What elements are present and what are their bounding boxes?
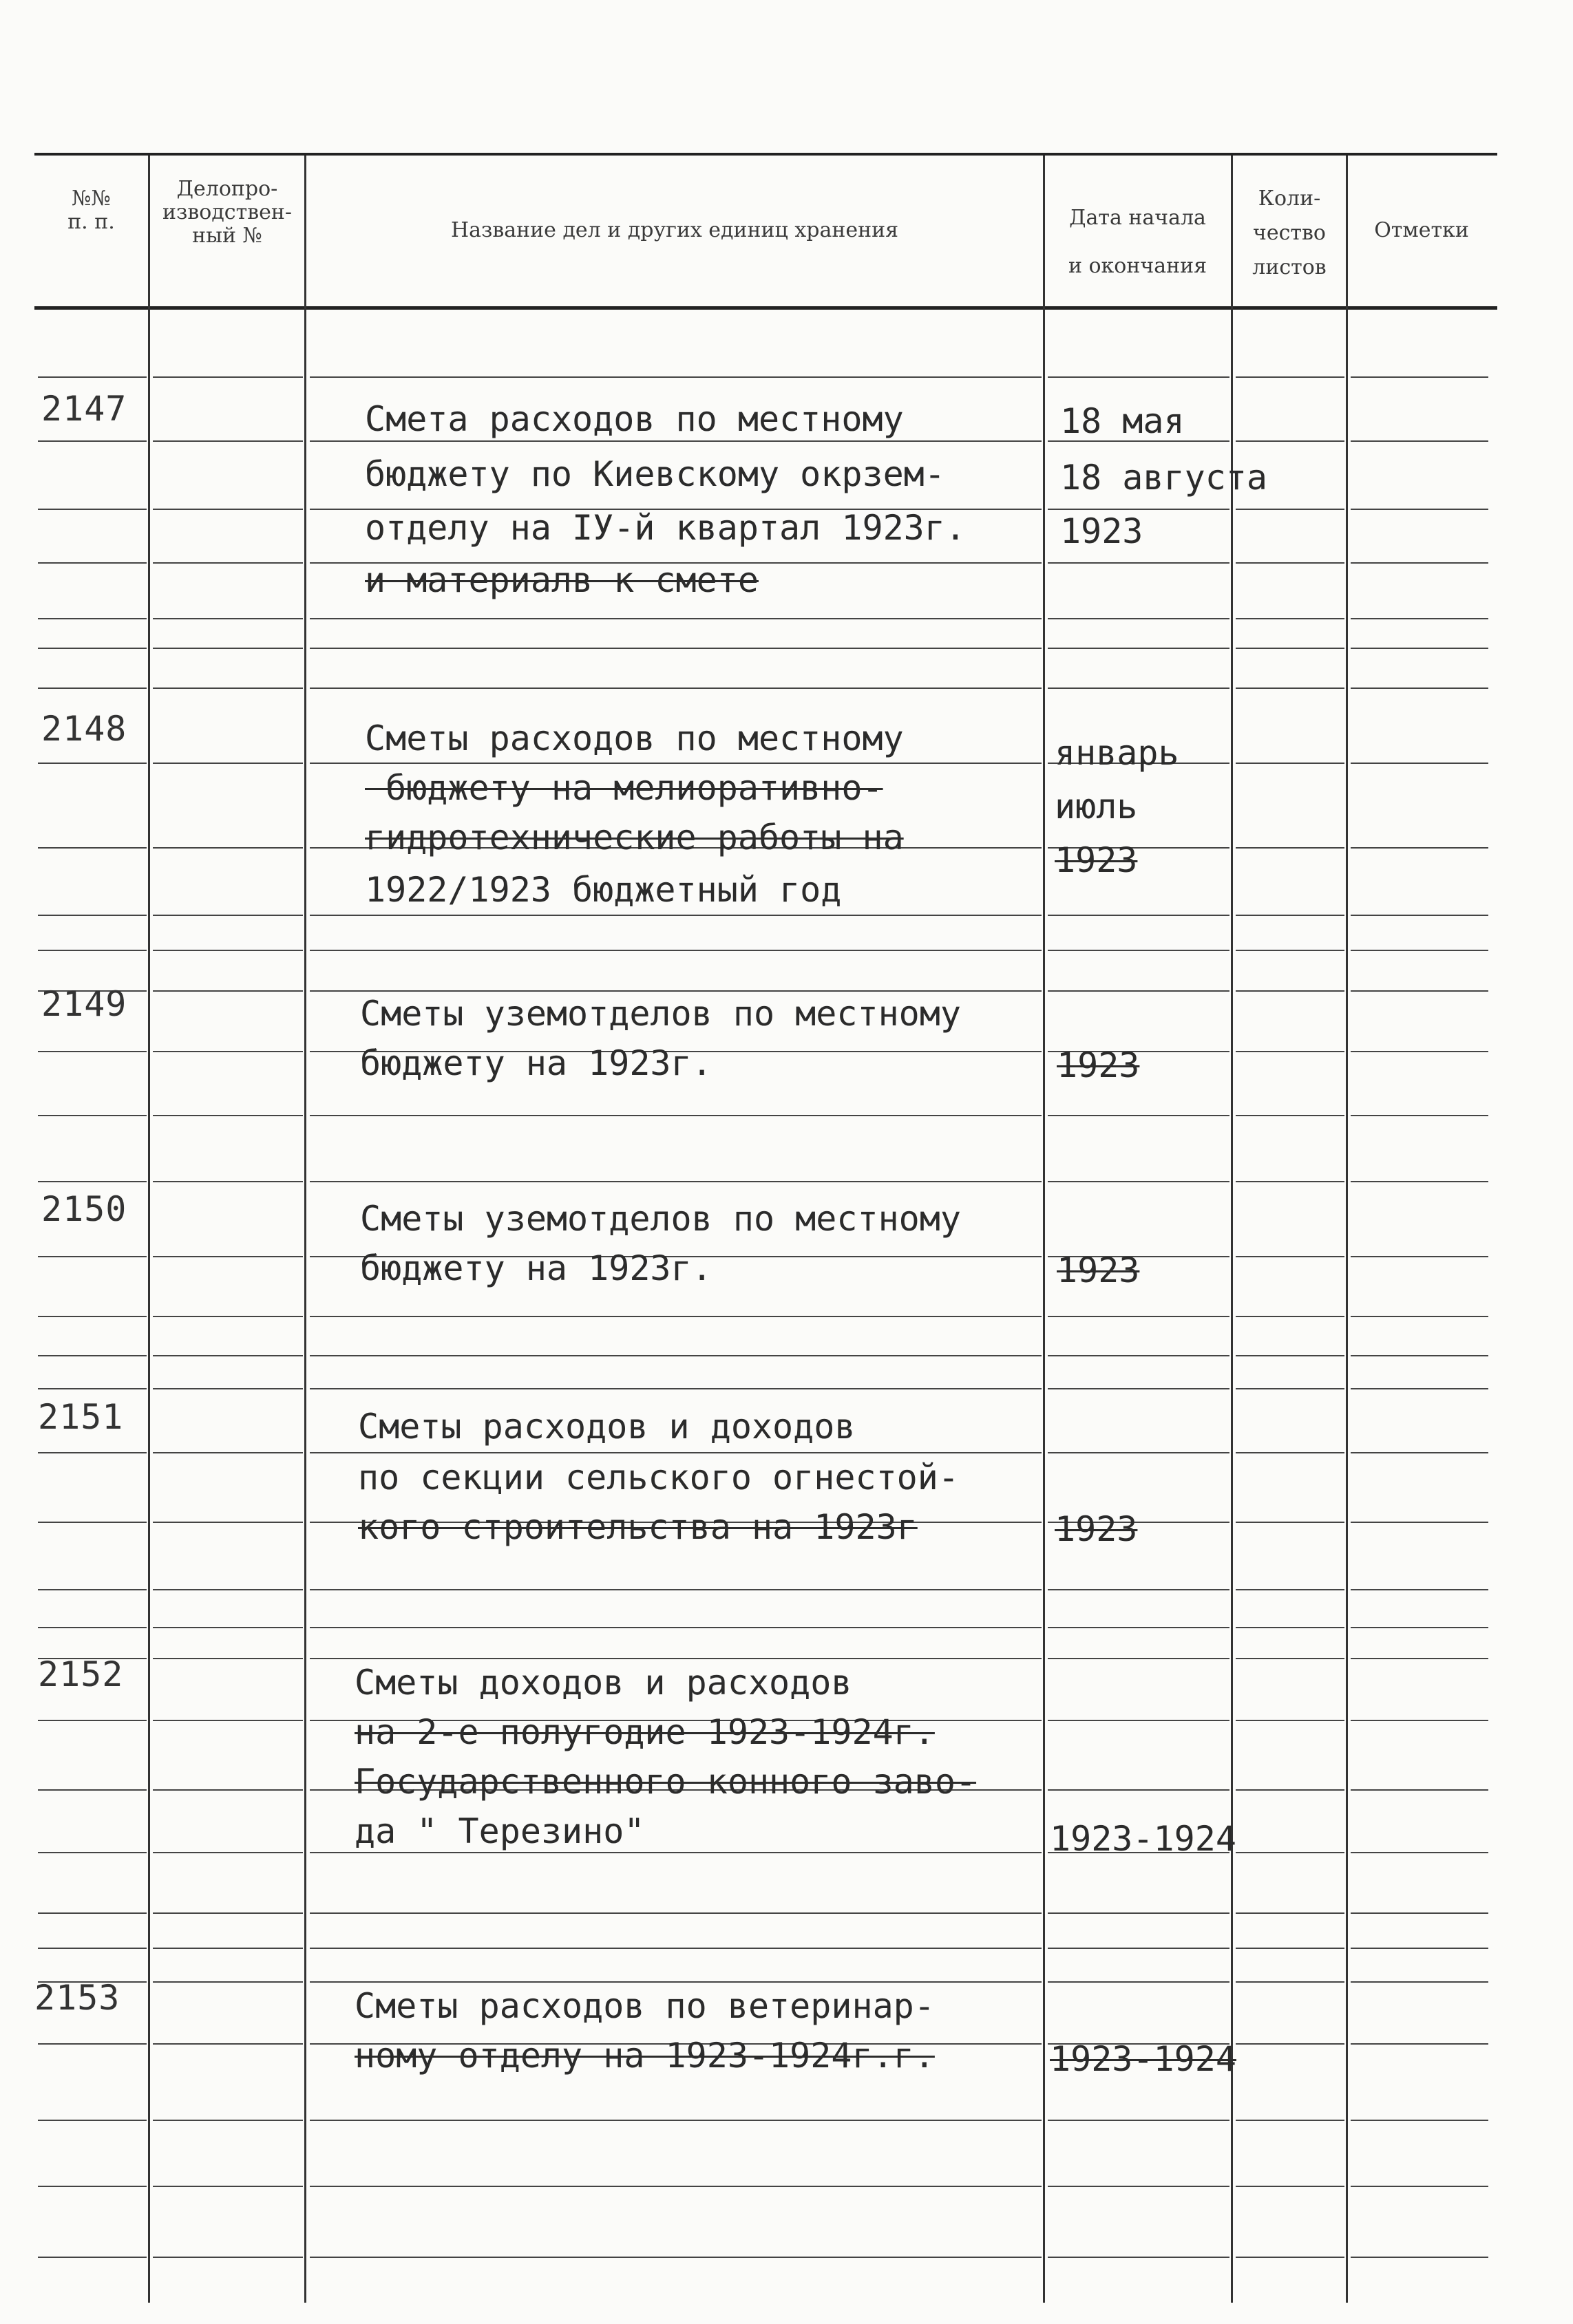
ruled-line (1351, 990, 1488, 992)
ruled-line (1048, 1912, 1229, 1914)
ruled-line (153, 1388, 303, 1389)
ruled-line (1236, 1912, 1344, 1914)
ruled-line (1048, 1316, 1229, 1317)
ruled-line (38, 1627, 147, 1628)
ruled-line (1236, 1789, 1344, 1791)
ruled-line (153, 847, 303, 849)
ruled-line (153, 950, 303, 951)
ruled-line (153, 1355, 303, 1356)
ruled-line (1351, 1388, 1488, 1389)
entry-line: 1922/1923 бюджетный год (365, 870, 842, 910)
ruled-line (310, 2257, 1042, 2258)
ruled-line (1351, 1852, 1488, 1853)
ruled-line (1048, 1720, 1229, 1721)
entry-line: да " Терезино" (355, 1811, 645, 1851)
entry-line: Государственного конного заво- (355, 1762, 977, 1802)
ruled-line (1236, 2043, 1344, 2045)
ruled-line (310, 1181, 1042, 1182)
ruled-line (153, 1912, 303, 1914)
ruled-line (1351, 1452, 1488, 1453)
ruled-line (1048, 1789, 1229, 1791)
ruled-line (153, 1522, 303, 1523)
ruled-line (153, 2186, 303, 2187)
ruled-line (1236, 440, 1344, 442)
ruled-line (1236, 1522, 1344, 1523)
ruled-line (153, 618, 303, 619)
ruled-line (1236, 763, 1344, 764)
ruled-line (1236, 847, 1344, 849)
entry-number: 2152 (38, 1654, 124, 1694)
ruled-line (153, 2120, 303, 2121)
ruled-line (1048, 950, 1229, 951)
ruled-line (1351, 847, 1488, 849)
ruled-line (1351, 1589, 1488, 1590)
ruled-line (1236, 1948, 1344, 1949)
entry-line: на 2-е полугодие 1923-1924г. (355, 1712, 935, 1752)
header-sheets: Коли- чество листов (1252, 186, 1327, 279)
ruled-line (38, 2257, 147, 2258)
entry-date: 1923-1924 (1050, 1819, 1236, 1859)
ruled-line (1048, 1181, 1229, 1182)
ruled-line (1048, 2186, 1229, 2187)
ruled-line (153, 2043, 303, 2045)
ruled-line (1351, 1720, 1488, 1721)
ruled-line (310, 1316, 1042, 1317)
ruled-line (1048, 376, 1229, 378)
ruled-line (1351, 2257, 1488, 2258)
ruled-line (1236, 562, 1344, 564)
ruled-line (1351, 1181, 1488, 1182)
entry-number: 2149 (41, 984, 127, 1024)
ruled-line (38, 1852, 147, 1853)
ruled-line (1236, 1115, 1344, 1116)
ruled-line (1351, 1355, 1488, 1356)
ruled-line (153, 562, 303, 564)
ruled-line (1236, 618, 1344, 619)
ruled-line (1236, 1051, 1344, 1052)
ruled-line (1351, 376, 1488, 378)
ruled-line (38, 648, 147, 649)
ruled-line (38, 915, 147, 916)
entry-date: 1923 (1057, 1250, 1140, 1290)
ruled-line (1236, 915, 1344, 916)
ruled-line (310, 648, 1042, 649)
ruled-line (153, 763, 303, 764)
entry-number: 2148 (41, 709, 127, 749)
entry-line: бюджету на мелиоративно- (365, 768, 883, 808)
ruled-line (1048, 1627, 1229, 1628)
entry-line: Сметы доходов и расходов (355, 1663, 852, 1703)
ruled-line (1048, 915, 1229, 916)
col-rule-1 (148, 156, 150, 2303)
entry-date: 1923 (1055, 840, 1138, 880)
ruled-line (153, 1627, 303, 1628)
ruled-line (38, 1452, 147, 1453)
ruled-line (1236, 648, 1344, 649)
ruled-line (310, 687, 1042, 689)
ruled-line (38, 1256, 147, 1257)
ruled-line (38, 1789, 147, 1791)
ruled-line (1048, 1452, 1229, 1453)
ruled-line (1351, 440, 1488, 442)
ruled-line (153, 1051, 303, 1052)
ruled-line (1236, 1720, 1344, 1721)
ruled-line (1236, 2186, 1344, 2187)
ruled-line (38, 1388, 147, 1389)
ruled-line (38, 687, 147, 689)
ruled-line (38, 1948, 147, 1949)
ruled-line (38, 1720, 147, 1721)
ruled-line (38, 1115, 147, 1116)
ruled-line (153, 648, 303, 649)
entry-line: Сметы расходов по ветеринар- (355, 1986, 935, 2026)
ruled-line (1351, 562, 1488, 564)
ruled-line (1351, 2120, 1488, 2121)
ruled-line (1351, 1981, 1488, 1983)
ruled-line (1351, 1658, 1488, 1659)
ruled-line (38, 1051, 147, 1052)
entry-line: Сметы уземотделов по местному (360, 994, 961, 1034)
ruled-line (153, 1789, 303, 1791)
entry-date: январь (1055, 733, 1179, 773)
ruled-line (310, 1355, 1042, 1356)
header-num: №№ п. п. (67, 186, 115, 234)
ruled-line (153, 2257, 303, 2258)
header-title: Название дел и других единиц хранения (450, 218, 899, 242)
entry-line: и материалв к смете (365, 560, 759, 600)
entry-line: гидротехнические работы на (365, 818, 904, 857)
ruled-line (310, 2120, 1042, 2121)
ruled-line (310, 376, 1042, 378)
ruled-line (310, 1115, 1042, 1116)
ruled-line (1236, 1256, 1344, 1257)
ruled-line (153, 1181, 303, 1182)
ruled-line (1236, 1388, 1344, 1389)
ruled-line (1236, 990, 1344, 992)
header-top-rule (34, 153, 1497, 156)
ruled-line (1048, 2257, 1229, 2258)
header-office-num: Делопро- изводствен- ный № (162, 177, 292, 248)
entry-line: бюджету по Киевскому окрзем- (365, 454, 945, 494)
ruled-line (153, 1256, 303, 1257)
ruled-line (38, 1522, 147, 1523)
entry-line: кого строительства на 1923г (358, 1507, 918, 1547)
ruled-line (1048, 1115, 1229, 1116)
entry-date: 1923-1924 (1050, 2039, 1236, 2079)
ruled-line (1236, 1181, 1344, 1182)
entry-line: бюджету на 1923г. (360, 1043, 712, 1083)
ruled-line (153, 376, 303, 378)
ruled-line (38, 376, 147, 378)
ruled-line (1048, 1658, 1229, 1659)
ruled-line (38, 440, 147, 442)
ruled-line (1351, 1912, 1488, 1914)
ruled-line (1048, 2120, 1229, 2121)
ruled-line (1351, 618, 1488, 619)
ruled-line (38, 1316, 147, 1317)
ruled-line (1351, 1051, 1488, 1052)
col-rule-5 (1346, 156, 1348, 2303)
ruled-line (38, 1181, 147, 1182)
ruled-line (153, 1589, 303, 1590)
ruled-line (1236, 687, 1344, 689)
ruled-line (1048, 687, 1229, 689)
entry-line: Смета расходов по местному (365, 399, 904, 439)
entry-line: отделу на IУ-й квартал 1923г. (365, 508, 966, 548)
ruled-line (1236, 1452, 1344, 1453)
entry-line: ному отделу на 1923-1924г.г. (355, 2036, 935, 2076)
ruled-line (153, 509, 303, 510)
ruled-line (38, 2043, 147, 2045)
ruled-line (1048, 1981, 1229, 1983)
ruled-line (38, 2186, 147, 2187)
ruled-line (38, 847, 147, 849)
ruled-line (1236, 2120, 1344, 2121)
entry-line: бюджету на 1923г. (360, 1248, 712, 1288)
entry-number: 2153 (34, 1978, 120, 2018)
ruled-line (1351, 763, 1488, 764)
ruled-line (38, 763, 147, 764)
ruled-line (1236, 509, 1344, 510)
ruled-line (153, 915, 303, 916)
entry-date: июль (1055, 787, 1138, 827)
entry-date: 1923 (1060, 511, 1143, 551)
col-rule-3 (1043, 156, 1045, 2303)
ruled-line (153, 1658, 303, 1659)
entry-line: Сметы расходов и доходов (358, 1407, 856, 1447)
ruled-line (38, 1355, 147, 1356)
header-bottom-rule (34, 306, 1497, 310)
ruled-line (1351, 1522, 1488, 1523)
ruled-line (38, 509, 147, 510)
ruled-line (1236, 1658, 1344, 1659)
ruled-line (310, 1589, 1042, 1590)
ruled-line (310, 618, 1042, 619)
ruled-line (38, 950, 147, 951)
ruled-line (38, 562, 147, 564)
ruled-line (1351, 950, 1488, 951)
ruled-line (1351, 1627, 1488, 1628)
ruled-line (1351, 509, 1488, 510)
entry-number: 2150 (41, 1189, 127, 1229)
ruled-line (310, 1948, 1042, 1949)
ruled-line (1236, 1355, 1344, 1356)
ruled-line (38, 2120, 147, 2121)
ruled-line (38, 1589, 147, 1590)
ruled-line (153, 1316, 303, 1317)
ruled-line (153, 1948, 303, 1949)
entry-date: 18 августа (1060, 458, 1268, 498)
ruled-line (38, 618, 147, 619)
col-rule-2 (304, 156, 306, 2303)
ruled-line (1351, 687, 1488, 689)
entry-line: Сметы расходов по местному (365, 718, 904, 758)
ruled-line (1236, 1589, 1344, 1590)
ruled-line (1351, 1256, 1488, 1257)
entry-date: 18 мая (1060, 401, 1185, 441)
header-dates: Дата начала и окончания (1068, 206, 1207, 278)
entry-line: по секции сельского огнестой- (358, 1458, 959, 1497)
ruled-line (1048, 562, 1229, 564)
ruled-line (1048, 618, 1229, 619)
ruled-line (1351, 915, 1488, 916)
ruled-line (1048, 990, 1229, 992)
ruled-line (1351, 648, 1488, 649)
ruled-line (1048, 648, 1229, 649)
ruled-line (153, 1981, 303, 1983)
ruled-line (38, 1912, 147, 1914)
ruled-line (1351, 2043, 1488, 2045)
ruled-line (1351, 1789, 1488, 1791)
ruled-line (153, 1452, 303, 1453)
ruled-line (310, 2186, 1042, 2187)
ruled-line (1351, 2186, 1488, 2187)
entry-number: 2151 (38, 1397, 124, 1437)
ruled-line (1236, 2257, 1344, 2258)
ruled-line (310, 1912, 1042, 1914)
ruled-line (1048, 1355, 1229, 1356)
ruled-line (1236, 1316, 1344, 1317)
ruled-line (1048, 1589, 1229, 1590)
ruled-line (1236, 376, 1344, 378)
ruled-line (1351, 1948, 1488, 1949)
entry-number: 2147 (41, 389, 127, 429)
entry-date: 1923 (1055, 1509, 1138, 1549)
ruled-line (153, 990, 303, 992)
ruled-line (153, 440, 303, 442)
entry-line: Сметы уземотделов по местному (360, 1199, 961, 1239)
ruled-line (310, 1388, 1042, 1389)
ruled-line (1351, 1115, 1488, 1116)
ruled-line (153, 1720, 303, 1721)
ruled-line (153, 1115, 303, 1116)
ruled-line (1236, 1852, 1344, 1853)
header-notes: Отметки (1374, 218, 1469, 242)
ruled-line (1048, 1948, 1229, 1949)
ruled-line (310, 1627, 1042, 1628)
ruled-line (310, 950, 1042, 951)
ruled-line (153, 687, 303, 689)
entry-date: 1923 (1057, 1045, 1140, 1085)
ruled-line (1236, 1981, 1344, 1983)
ruled-line (1048, 1388, 1229, 1389)
ruled-line (1236, 1627, 1344, 1628)
ruled-line (153, 1852, 303, 1853)
ruled-line (1236, 950, 1344, 951)
ruled-line (1351, 1316, 1488, 1317)
